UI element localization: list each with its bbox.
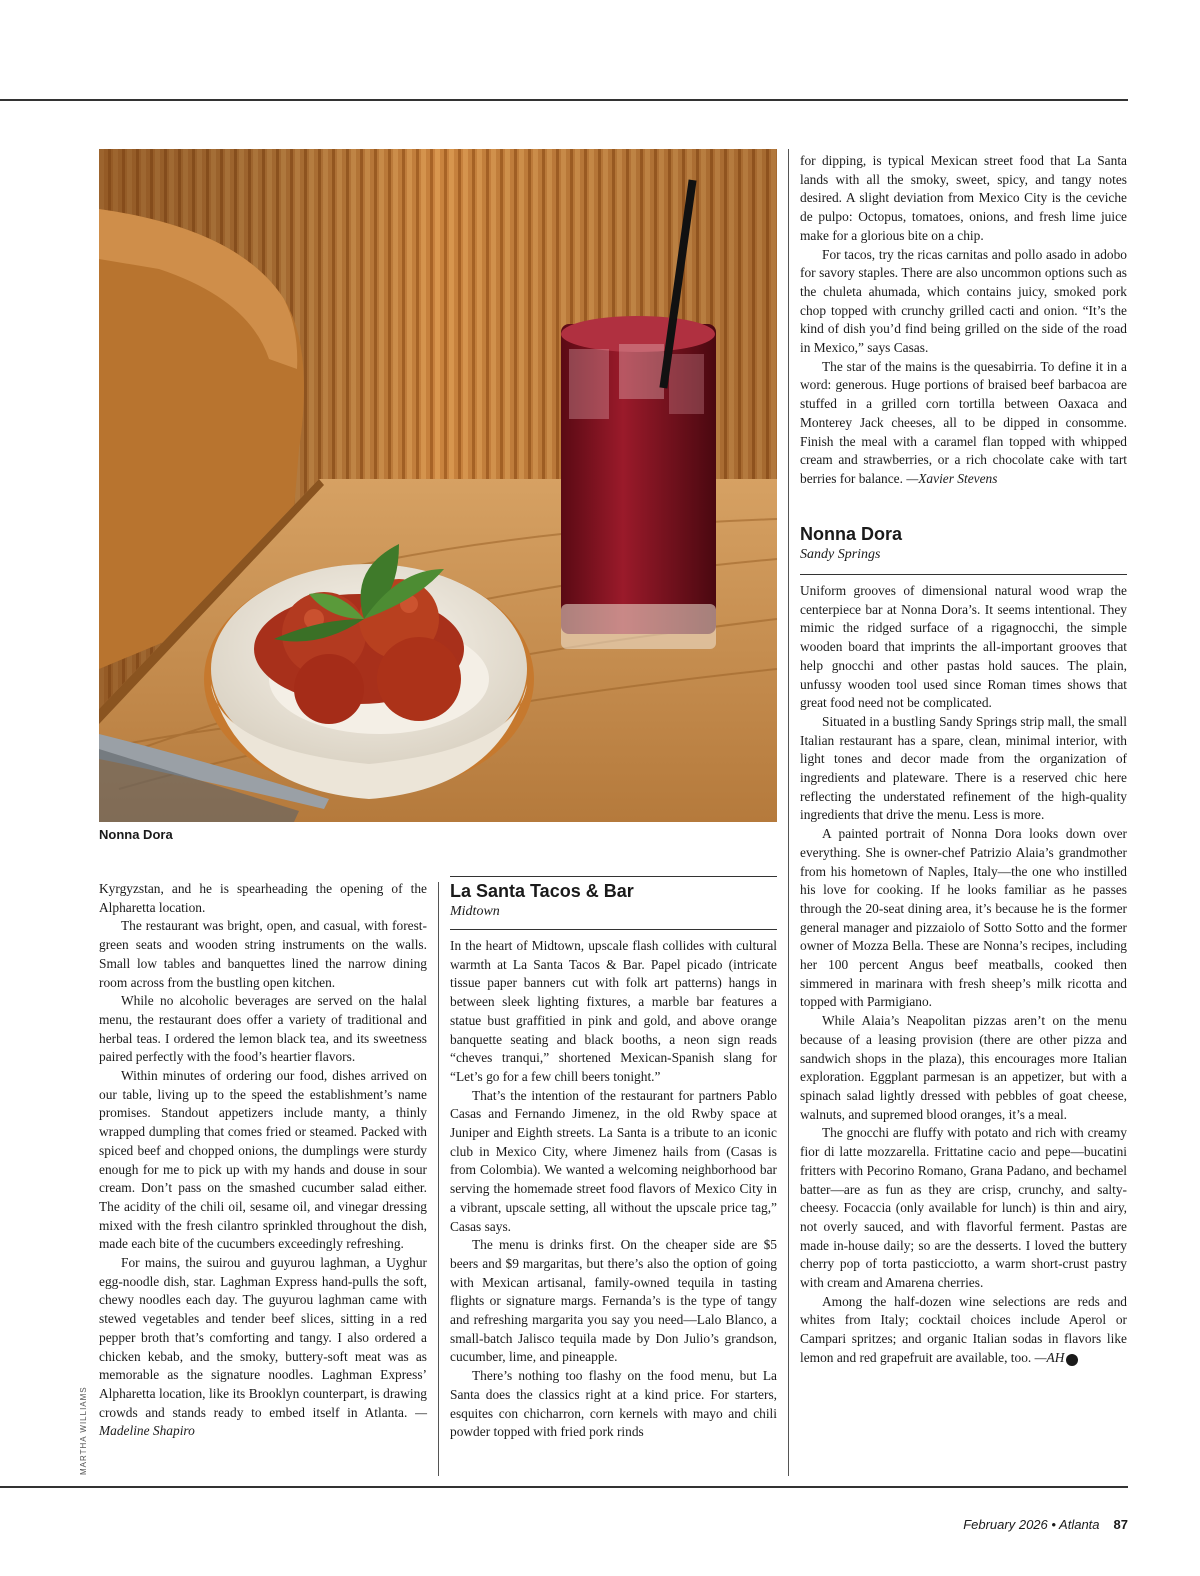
restaurant-name: La Santa Tacos & Bar (450, 881, 634, 901)
paragraph: While Alaia’s Neapolitan pizzas aren’t on the menu because of a leasing provision (there are other pizza and sandwich shops in the plaza), this encourages more Italian exploration. Eggplant parmesan is an appetizer, but with a spinach salad lightly dressed with pebbles of goat cheese, walnuts, and supremed blood oranges, it’s a meal. (800, 1013, 1127, 1122)
paragraph: In the heart of Midtown, upscale flash collides with cultural warmth at La Santa Tacos & Bar. Papel picado (intricate tissue paper banners cut with folk art patterns) hangs in between sleek lighting fixtures, a marble bar features a statue bust graffitied in pink and gold, and above orange banquette seating and black booths, a neon sign reads “cheves tranqui,” shortened Mexican-Spanish slang for “Let’s go for a few chill beers tonight.” (450, 938, 777, 1084)
column-divider (788, 149, 789, 1476)
section-rule (450, 876, 777, 877)
section-rule (450, 929, 777, 930)
paragraph: Within minutes of ordering our food, dishes arrived on our table, living up to the speed the establishment’s name promises. Standout appetizers include manty, a thinly wrapped dumpling that comes fried or steamed. Packed with spiced beef and chopped onions, the dumplings were sturdy enough for me to pick up with my hands and douse in sour cream. Don’t pass on the smashed cucumber salad either. The acidity of the chili oil, sesame oil, and vinegar dressing mixed with the fresh cilantro sprinkled throughout the dish, made each bite of the cucumbers exceedingly refreshing. (99, 1068, 427, 1252)
section-rule (800, 574, 1127, 575)
paragraph: While no alcoholic beverages are served on the halal menu, the restaurant does offer a variety of traditional and herbal teas. I ordered the lemon black tea, and its sweetness paired perfectly with the food’s heartier flavors. (99, 993, 427, 1065)
column-1 (99, 880, 427, 1441)
paragraph: The restaurant was bright, open, and casual, with forest-green seats and wooden string instruments on the walls. Small low tables and banquettes lined the narrow dining room across from the bustling open kitchen. (99, 918, 427, 990)
column-2 (450, 937, 777, 1442)
paragraph (99, 1254, 427, 1441)
paragraph: A painted portrait of Nonna Dora looks down over everything. She is owner-chef Patrizio Alaia’s grandmother from his hometown of Naples, Italy—the one who instilled his love for cooking. If he looks familiar as he passes through the 20-seat dining area, it’s because he is the former general manager and pizzaiolo of Sotto Sotto and the former owner of Mozza Bella. These are Nonna’s recipes, including her 100 percent Angus beef meatballs, cooked then simmered in marinara with fresh sheep’s milk ricotta and topped with Parmigiano. (800, 826, 1127, 1010)
restaurant-location: Midtown (450, 904, 500, 919)
paragraph-text: The star of the mains is the quesabirria. To define it in a word: generous. Huge portions of braised beef barbacoa are stuffed in a grilled corn tortilla between Oaxaca and Monterey Jack cheeses, all to be dipped in consomme. Finish the meal with a caramel flan topped with whipped cream and strawberries, or a rich chocolate cake with tart berries for balance. (800, 358, 1127, 486)
column-3-bottom (800, 582, 1127, 1368)
meatballs-and-drink-illustration (99, 149, 777, 822)
paragraph (800, 358, 1127, 489)
paragraph: Situated in a bustling Sandy Springs strip mall, the small Italian restaurant has a spare, clean, minimal interior, with light tones and decor made from the organization of ingredients and plateware. There is a reserved chic here reflecting the understated refinement of the high-quality ingredients that drive the menu. Less is more. (800, 713, 1127, 823)
paragraph: For tacos, try the ricas carnitas and pollo asado in adobo for savory staples. There are also uncommon options such as the chuleta ahumada, which contains juicy, smoked pork chop topped with crunchy grilled cacti and onion. “It’s the kind of dish you’d find being grilled on the side of the road in Mexico,” says Casas. (800, 246, 1127, 356)
byline: —AH (1034, 1349, 1065, 1365)
food-photo (99, 149, 777, 822)
bottom-rule (0, 1486, 1128, 1488)
byline: —Madeline Shapiro (99, 1404, 427, 1439)
paragraph: The gnocchi are fluffy with potato and rich with creamy fior di latte mozzarella. Frittatine cacio and pepe—bucatini fritters with Pecorino Romano, Grana Padano, and bechamel batter—are as fun as they are crisp, crunchy, and salty-cheesy. Focaccia (only available for lunch) is thin and airy, not overly sauced, and with flavorful ferment. Pastas are made in-house daily; so are the desserts. I loved the buttery cherry pop of torta pasticciotto, a warm short-crust pastry with cream and Amarena cherries. (800, 1125, 1127, 1291)
column-3-top (800, 152, 1127, 489)
paragraph: That’s the intention of the restaurant for partners Pablo Casas and Fernando Jimenez, in the old Rwby space at Juniper and Eighth streets. La Santa is a tribute to an iconic club in Mexico City, where Jimenez hails from (Casas is from Colombia). We wanted a welcoming neighborhood bar serving the homemade street food flavors of Mexico City in a vibrant, upscale setting, all without the upscale price tag,” Casas says. (450, 1087, 777, 1234)
paragraph-text: For mains, the suirou and guyurou laghman, a Uyghur egg-noodle dish, star. Laghman Express hand-pulls the soft, chewy noodles each day. The guyurou laghman came with stewed vegetables and tender beef slices, sitting in a red pepper broth that’s comforting and tangy. I also ordered a chicken kebab, and the smoky, buttery-soft meat was as memorable as the signature noodles. Laghman Express’ Alpharetta location, like its Brooklyn counterpart, is drawing crowds and stands ready to embed itself in Atlanta. (99, 1255, 427, 1420)
paragraph (800, 1293, 1127, 1368)
photo-credit: MARTHA WILLIAMS (79, 1386, 88, 1475)
paragraph: The menu is drinks first. On the cheaper side are $5 beers and $9 margaritas, but there’s also the option of going with Mexican artisanal, family-owned tequila in tasting flights or signature margs. Fernanda’s is the type of tangy and refreshing margarita you say you need—Lalo Blanco, a small-batch Jalisco tequila made by Don Julio’s grandson, cucumber, lime, and pineapple. (450, 1237, 777, 1365)
end-mark-icon: A (1066, 1354, 1078, 1366)
section-header-nonna-dora (800, 523, 1127, 564)
restaurant-location: Sandy Springs (800, 547, 881, 562)
paragraph: for dipping, is typical Mexican street food that La Santa lands with all the smoky, sweet, spicy, and tangy notes desired. A slight deviation from Mexico City is the ceviche de pulpo: Octopus, tomatoes, onions, and fresh lime juice make for a glorious bite on a chip. (800, 153, 1127, 243)
column-divider (438, 882, 439, 1476)
paragraph: There’s nothing too flashy on the food menu, but La Santa does the classics right at a kind price. For starters, esquites con chicharron, corn kernels with mayo and chili powder topped with fried pork rinds (450, 1368, 777, 1440)
paragraph: Kyrgyzstan, and he is spearheading the opening of the Alpharetta location. (99, 881, 427, 915)
restaurant-name: Nonna Dora (800, 524, 903, 544)
page-number: 87 (1113, 1517, 1128, 1532)
issue-label: February 2026 • Atlanta (963, 1517, 1100, 1532)
byline: —Xavier Stevens (906, 470, 998, 486)
top-rule (0, 99, 1128, 101)
page-footer (963, 1517, 1128, 1532)
section-header-la-santa (450, 880, 777, 921)
photo-caption: Nonna Dora (99, 827, 173, 842)
paragraph-text: Among the half-dozen wine selections are reds and whites from Italy; cocktail choices include Aperol or Campari spritzes; and organic Italian sodas in flavors like lemon and red grapefruit are available, too. (800, 1293, 1127, 1365)
paragraph: Uniform grooves of dimensional natural wood wrap the centerpiece bar at Nonna Dora’s. It seems intentional. They mimic the ridged surface of a rigagnocchi, the simple wooden board that imprints the all-important grooves that help gnocchi and other pastas hold sauces. The plain, unfussy wooden tool used since Roman times shows that great food need not be complicated. (800, 583, 1127, 711)
